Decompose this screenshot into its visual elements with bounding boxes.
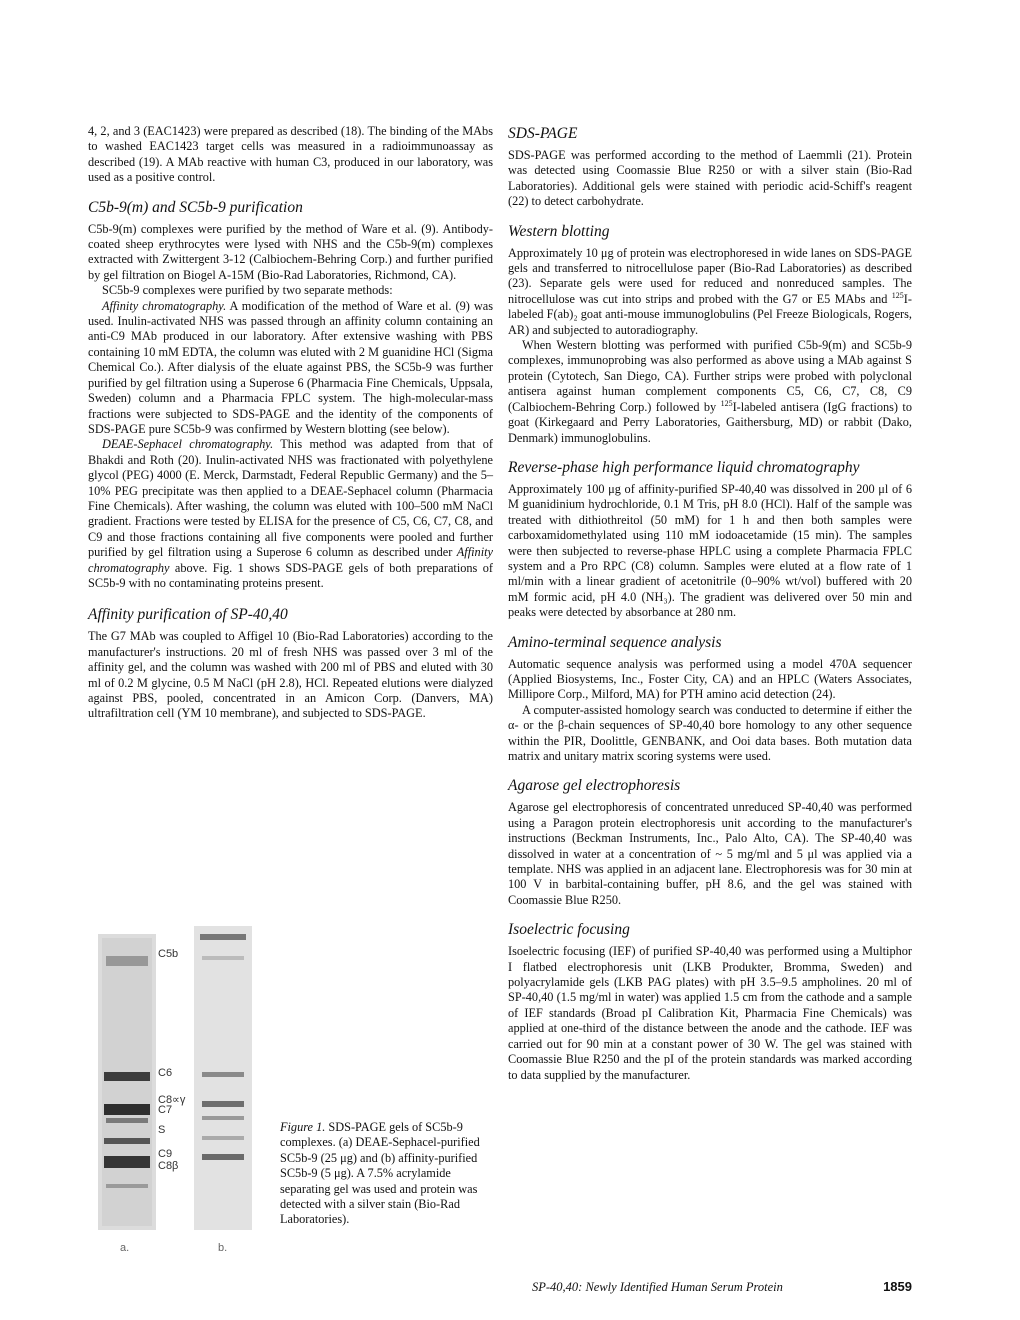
- paragraph-affinity-chromatography: [88, 299, 493, 438]
- paragraph-amino-1: Automatic sequence analysis was performed using a model 470A sequencer (Applied Biosystems, Inc., Foster City, CA) and an HPLC (Waters Associates, Millipore Corp., Milford, MA) for PTH amino acid detection (24).: [508, 656, 912, 702]
- band-label-c5b: C5b: [158, 948, 179, 960]
- amino-2-text-c: , and Ooi data bases. Both mutation data matrix and unitary matrix scoring systems were used.: [508, 733, 912, 763]
- gel-a-band-c5b: [106, 956, 148, 966]
- paragraph-c5b9-2: SC5b-9 complexes were purified by two separate methods:: [102, 283, 393, 298]
- paragraph-sp-affinity: The G7 MAb was coupled to Affigel 10 (Bio-Rad Laboratories) according to the manufacturer's instructions. 20 ml of fresh NHS was passed over 3 ml of the affinity gel, and the column was washed with 200 ml of PBS and eluted with 30 ml of 0.2 M glycine, 0.5 M NaCl (pH 2.8), HCl. Repeated elutions were dialyzed against PBS, pooled, concentrated in an Amicon Corp. (Danvers, MA) ultrafiltration cell (YM 10 membrane), and subjected to SDS-PAGE.: [88, 629, 493, 721]
- gel-a-lane: [102, 938, 152, 1226]
- deae-reference: Affinity chromatography: [88, 545, 493, 575]
- amino-2-text-a: A computer-assisted homology search was conducted to determine if either the α- or the β-chain sequences of SP-40,40 bore homology to any other sequence within the: [508, 702, 912, 748]
- figure-caption-text: SDS-PAGE gels of SC5b-9 complexes. (a) DEAE-Sephacel-purified SC5b-9 (25 μg) and (b) affinity-purified SC5b-9 (5 μg). A 7.5% acrylamide separating gel was used and protein was detected with a silver stain (Bio-Rad Laboratories).: [280, 1120, 480, 1227]
- database-pir: PIR: [563, 733, 583, 748]
- figure-caption-label: Figure 1.: [280, 1120, 326, 1134]
- deae-text-2: above. Fig. 1 shows SDS-PAGE gels of both preparations of SC5b-9 with no contaminating proteins present.: [88, 560, 493, 590]
- gel-b-band-c6: [202, 1072, 244, 1077]
- heading-ief: Isoelectric focusing: [508, 921, 630, 939]
- gel-b-band-top: [200, 934, 246, 940]
- lane-label-b: b.: [218, 1242, 228, 1254]
- band-label-c8b: C8β: [158, 1160, 179, 1172]
- right-column: [508, 124, 912, 1083]
- page-number: 1859: [883, 1279, 912, 1294]
- gel-a-band-c9: [104, 1156, 150, 1168]
- paragraph-c5b9-1: C5b-9(m) complexes were purified by the method of Ware et al. (9). Antibody-coated sheep erythrocytes were lysed with NHS and the C5b-9(m) complexes extracted with Zwittergent 3-12 (Calbiochem-Behring Corp.) and further purified by gel filtration on Biogel A-15M (Bio-Rad Laboratories, Richmond, CA).: [88, 221, 493, 282]
- deae-text-1: This method was adapted from that of Bhakdi and Roth (20). Inulin-activated NHS was fractionated with polyethylene glycol (PEG) 4000 (E. Merck, Darmstadt, Federal Republic Germany) and the 5–10% PEG precipitate was then applied to a DEAE-Sephacel column (Pharmacia Fine Chemicals). After washing, the column was eluted with 100–500 mM NaCl gradient. Fractions were tested by ELISA for the presence of C5, C6, C7, C8, and C9 and those fractions containing all five components were pooled and further purified by gel filtration using a Superose 6 column as described under: [88, 437, 493, 560]
- paragraph-western-1: [508, 246, 912, 338]
- western-2-text-a: When Western blotting was performed with purified C5b-9(m) and SC5b-9 complexes, immunoprobing was also performed as above using a MAb against S protein (Cytotech, San Diego, CA). Further strips were probed with polyclonal antisera against human complement components C5, C6, C7, C8, C9 (Calbiochem-Behring Corp.) followed by: [508, 338, 912, 414]
- paragraph-agarose: Agarose gel electrophoresis of concentrated unreduced SP-40,40 was performed using a Paragon protein electrophoresis unit according to the manufacturer's instructions (Beckman Instruments, Inc., Palo Alto, CA). The SP-40,40 was dissolved in water at a concentration of ~ 5 mg/ml and 5 μl was applied via a template. NHS was applied in an adjacent lane. Electrophoresis was for 30 min at 100 V in barbital-containing buffer, pH 8.6, and the gel was stained with Coomassie Blue R250.: [508, 800, 912, 907]
- band-label-c9: C9: [158, 1148, 173, 1160]
- figure-caption: [280, 1120, 480, 1228]
- heading-hplc: Reverse-phase high performance liquid chromatography: [508, 458, 860, 476]
- gel-a-band-c7: [106, 1118, 148, 1123]
- paragraph-amino-2: [508, 703, 912, 765]
- western-2-text-b: I-labeled antisera (IgG fractions) to goat (Kirkegaard and Perry Laboratories, Gaithersburg, MD) or rabbit (Dako, Denmark) immunoglobulins.: [508, 399, 912, 445]
- gel-b-band-s: [202, 1136, 244, 1140]
- band-label-c8ay: C8∝γ: [158, 1094, 186, 1106]
- gel-a-band-c8ay: [104, 1104, 150, 1115]
- paragraph-deae: [88, 437, 493, 591]
- paragraph-western-2: [508, 338, 912, 446]
- western-1-isotope: 125: [891, 290, 904, 300]
- gel-b-band-c5b: [202, 956, 244, 960]
- database-genbank: GENBANK: [641, 733, 703, 748]
- band-label-s: S: [158, 1124, 166, 1136]
- gel-b-background: [194, 926, 252, 1230]
- gel-lane-b: [194, 926, 252, 1230]
- gel-a-band-c6: [104, 1072, 150, 1081]
- western-1-text-b: I-labeled F(ab)₂ goat anti-mouse immunoglobulins (Pel Freeze Biologicals, Rogers, AR) and subjected to autoradiography.: [508, 291, 912, 337]
- heading-amino-terminal: Amino-terminal sequence analysis: [508, 633, 722, 651]
- gel-b-band-c8ay: [202, 1101, 244, 1107]
- heading-agarose: Agarose gel electrophoresis: [508, 777, 681, 795]
- page-footer: [532, 1280, 912, 1295]
- lane-label-a: a.: [120, 1242, 130, 1254]
- heading-sp-affinity: Affinity purification of SP-40,40: [88, 606, 288, 624]
- gel-a-band-s: [104, 1138, 150, 1144]
- heading-sds-page: SDS-PAGE: [508, 125, 578, 142]
- left-column: [88, 124, 493, 722]
- heading-c5b9-purification: C5b-9(m) and SC5b-9 purification: [88, 198, 303, 216]
- paragraph-hplc: Approximately 100 μg of affinity-purified SP-40,40 was dissolved in 200 μl of 6 M guanidinium hydrochloride, 0.1 M Tris, pH 8.0 (HCl). Half of the sample was treated with dithiothreitol (50 mM) for 1 h and then both samples were carboxamidomethylated using 110 mM iodoacetamide (15 min). The samples were then subjected to reverse-phase HPLC using a complete Pharmacia FPLC system and a Pro RPC (C8) column. Samples were eluted at a flow rate of 1 ml/min with a linear gradient of acetonitrile (0–90% wt/vol) buffered with 20 mM formic acid, pH 4.0 (NH₃). The gradient was delivered over 50 min and peaks were detected by absorbance at 280 nm.: [508, 481, 912, 620]
- paragraph-intro: 4, 2, and 3 (EAC1423) were prepared as described (18). The binding of the MAbs to washed EAC1423 target cells was measured in a radioimmunoassay as described (19). A MAb reactive with human C3, produced in our laboratory, was used as a positive control.: [88, 124, 493, 185]
- affinity-chromatography-text: A modification of the method of Ware et al. (9) was used. Inulin-activated NHS was passed through an affinity column containing an anti-C9 MAb produced in our laboratory. After extensive washing with PBS containing 10 mM EDTA, the column was eluted with 2 M guanidine HCl (Sigma Chemical Co.). After dialysis of the eluate against PBS, the SC5b-9 was further purified by gel filtration using a Superose 6 (Pharmacia Fine Chemicals, Uppsala, Sweden) column and a Pharmacia FPLC system. The high-molecular-mass fractions were subjected to SDS-PAGE and the identity of the components of SDS-PAGE pure SC5b-9 was confirmed by Western blotting (see below).: [88, 298, 494, 436]
- paragraph-sds-page: SDS-PAGE was performed according to the method of Laemmli (21). Protein was detected using Coomassie Blue R250 or with a silver stain (Bio-Rad Laboratories). Additional gels were stained with periodic acid-Schiff's reagent (22) to detect carbohydrate.: [508, 148, 912, 209]
- band-label-c7: C7: [158, 1104, 173, 1116]
- gel-lane-a: [98, 934, 156, 1230]
- paragraph-ief: Isoelectric focusing (IEF) of purified SP-40,40 was performed using a Multiphor I flatbed electrophoresis unit (LKB Produkter, Bromma, Sweden) and polyacrylamide gels (LKB PAG plates) with pH 3.5–9.5 ampholines. 20 ml of SP-40,40 (1.5 mg/ml in water) was applied 1.5 cm from the cathode and a sample of IEF standards (Broad pI Calibration Kit, Pharmacia Fine Chemicals) was applied at one-third of the distance between the anode and the cathode. IEF was carried out for 90 min at a constant power of 30 W. The gel was stained with Coomassie Blue R250 and the pI of the protein standards was marked according to data supplied by the manufacturer.: [508, 944, 912, 1082]
- western-1-text-a: Approximately 10 μg of protein was electrophoresed in wide lanes on SDS-PAGE gels and transferred to nitrocellulose paper (Bio-Rad Laboratories) as described (23). Separate gels were used for reduced and nonreduced samples. The nitrocellulose was cut into strips and probed with the G7 or E5 MAbs and: [508, 245, 913, 306]
- band-label-c6: C6: [158, 1067, 173, 1079]
- figure-1: [88, 926, 493, 1266]
- affinity-chromatography-label: Affinity chromatography.: [102, 298, 227, 313]
- gel-b-band-c7: [202, 1116, 244, 1120]
- gel-a-band-lower: [106, 1184, 148, 1188]
- heading-western-blotting: Western blotting: [508, 222, 610, 240]
- western-2-isotope: 125: [720, 398, 733, 408]
- gel-b-band-c9: [202, 1154, 244, 1160]
- running-title: SP-40,40: Newly Identified Human Serum Protein: [532, 1280, 783, 1294]
- amino-2-text-b: , Doolittle,: [582, 733, 642, 748]
- deae-label: DEAE-Sephacel chromatography.: [102, 437, 274, 452]
